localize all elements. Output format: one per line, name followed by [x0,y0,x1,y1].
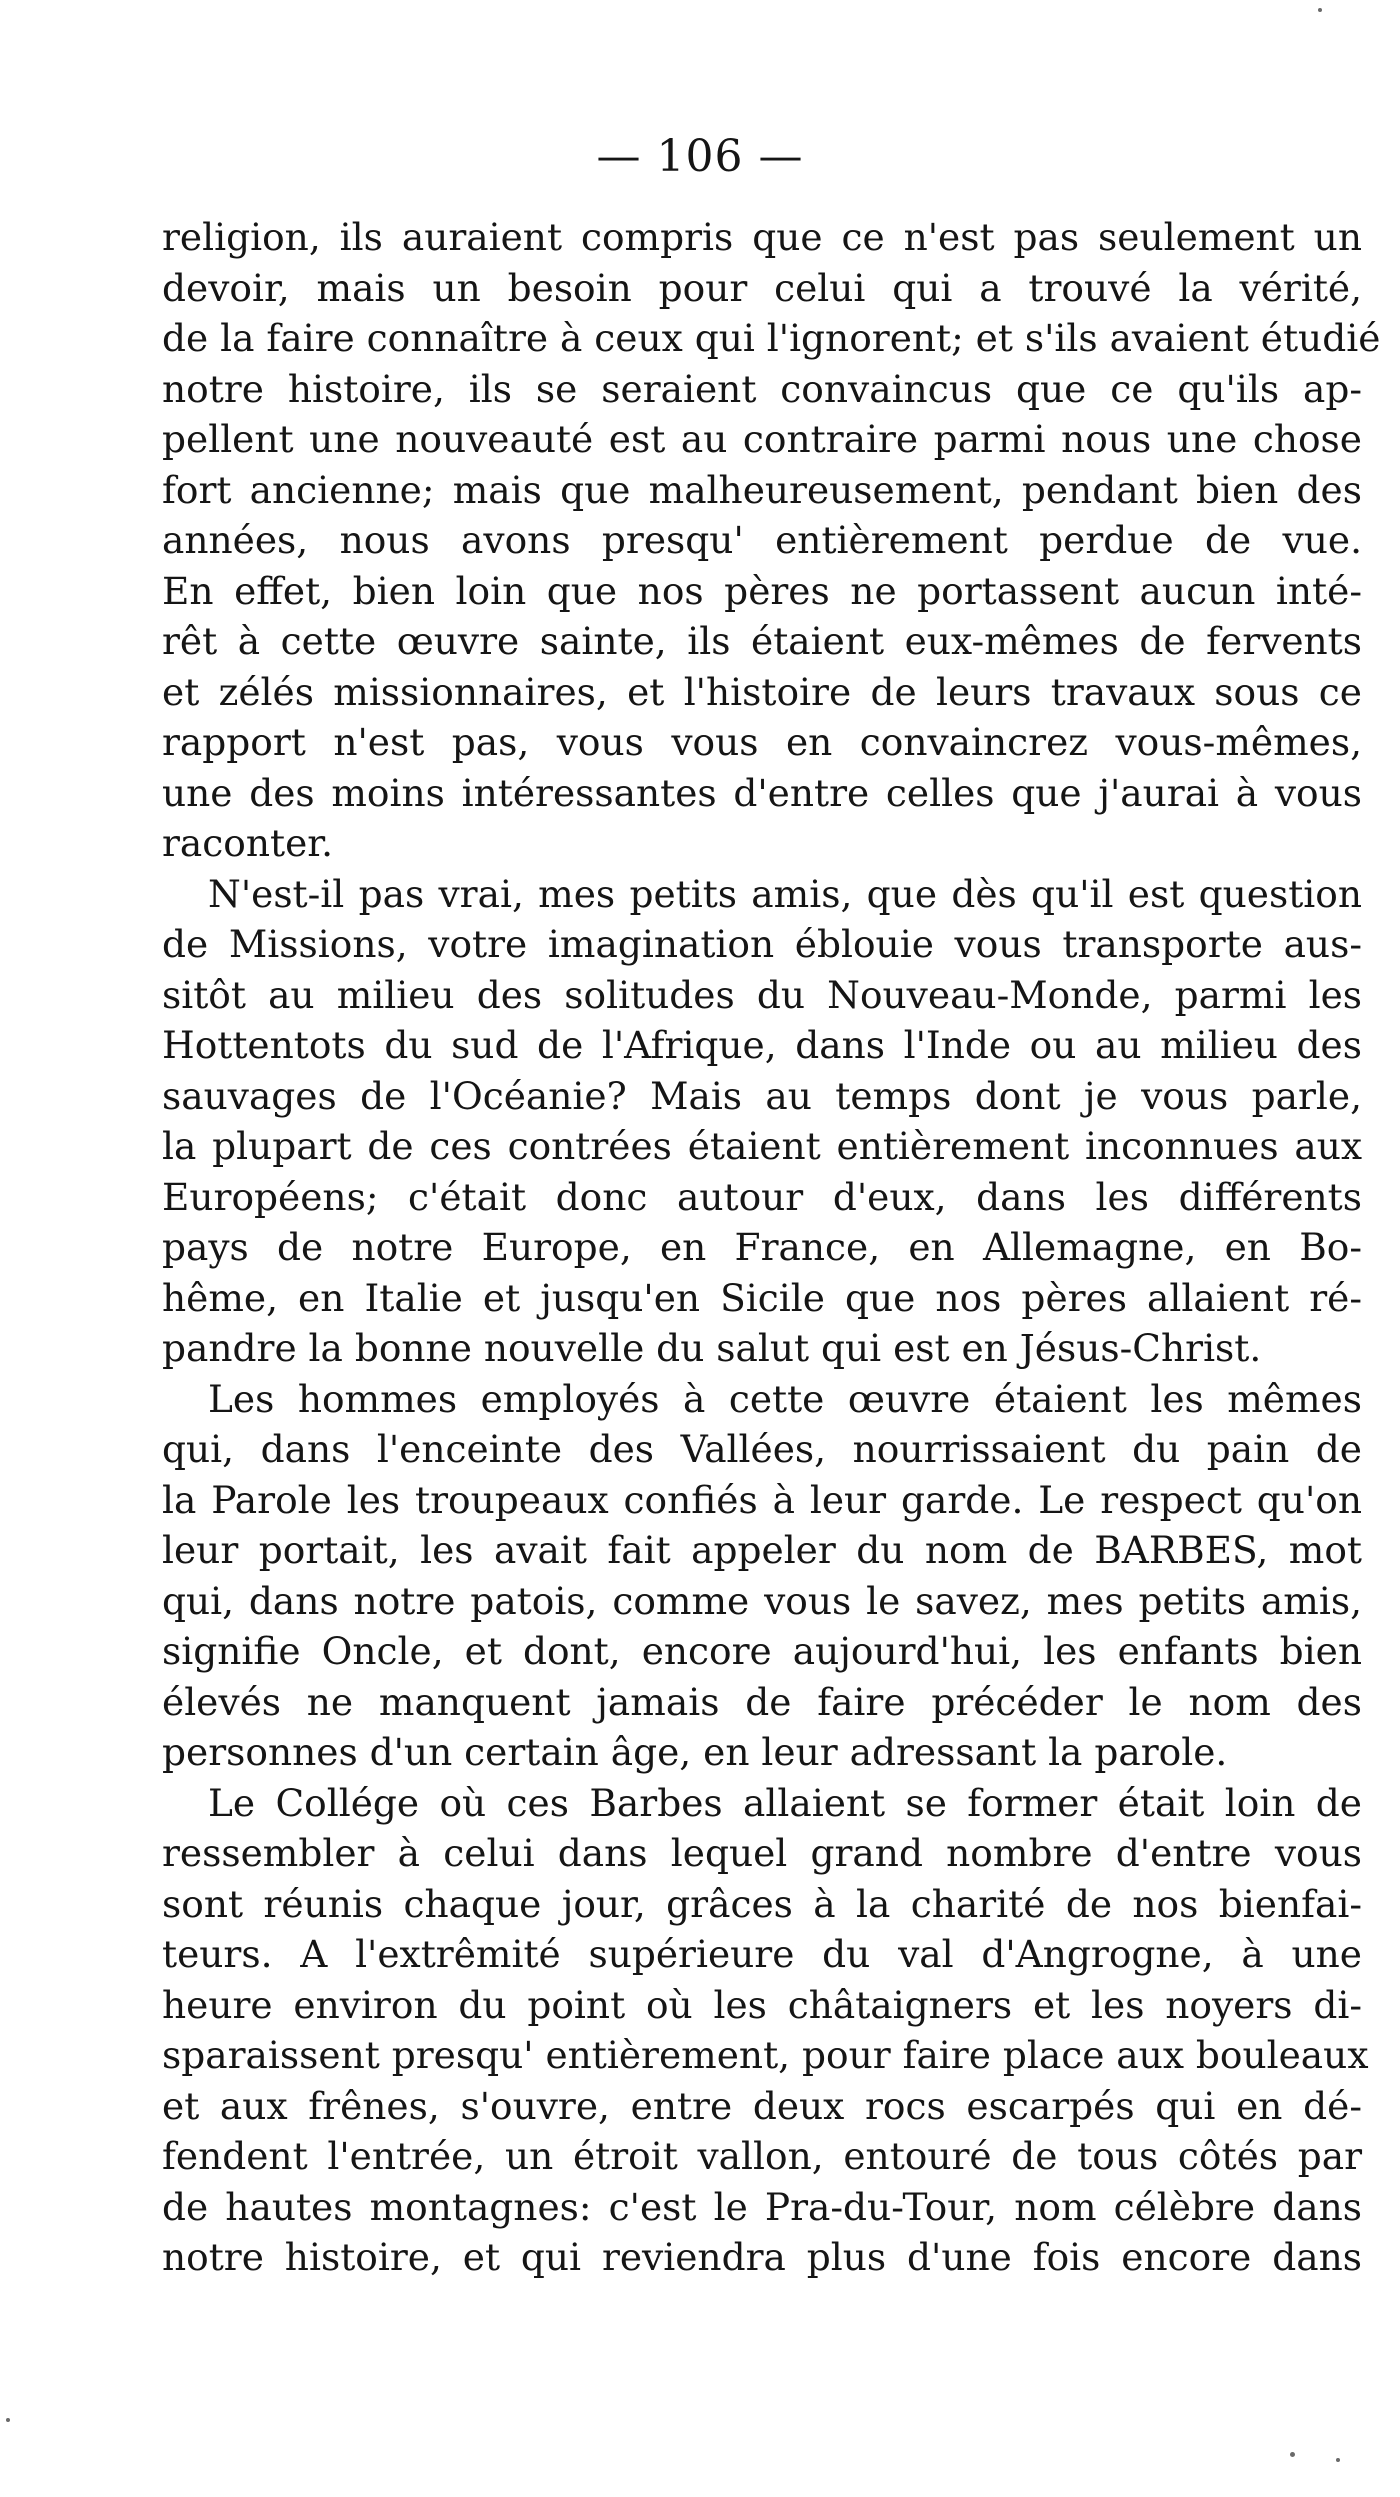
text-line: notre histoire, et qui reviendra plus d'une fois encore dans [162,2235,1362,2279]
scan-speck [6,2418,10,2422]
text-line: de la faire connaître à ceux qui l'ignorent; et s'ils avaient étudié [162,316,1381,360]
text-line: qui, dans notre patois, comme vous le savez, mes petits amis, [162,1578,1362,1623]
paragraph [162,1778,1369,2283]
text-line: heure environ du point où les châtaigners et les noyers di- [162,1982,1362,2027]
text-line: pays de notre Europe, en France, en Allemagne, en Bo- [162,1225,1362,1269]
text-line: sont réunis chaque jour, grâces à la charité de nos bienfai- [162,1881,1362,1926]
text-line: une des moins intéressantes d'entre celles que j'aurai à vous [162,770,1362,815]
scan-speck [1318,8,1322,12]
text-line: teurs. A l'extrêmité supérieure du val d'Angrogne, à une [162,1932,1362,1976]
text-line: En effet, bien loin que nos pères ne portassent aucun inté- [162,568,1362,613]
text-line: raconter. [162,821,334,865]
text-line: hême, en Italie et jusqu'en Sicile que nos pères allaient ré- [162,1275,1362,1320]
text-line: devoir, mais un besoin pour celui qui a trouvé la vérité, [162,265,1362,310]
page-number: — 106 — [596,131,804,182]
text-line: élevés ne manquent jamais de faire précéder le nom des [162,1679,1362,1724]
text-line: personnes d'un certain âge, en leur adressant la parole. [162,1730,1228,1774]
text-line: sitôt au milieu des solitudes du Nouveau-Monde, parmi les [162,972,1362,1017]
text-line: sparaissent presqu' entièrement, pour faire place aux bouleaux [162,2033,1369,2077]
paragraph [162,212,1381,869]
text-line: de Missions, votre imagination éblouie vous transporte aus- [162,922,1362,966]
text-line: N'est-il pas vrai, mes petits amis, que dès qu'il est question [208,871,1362,916]
text-line: la plupart de ces contrées étaient entièrement inconnues aux [162,1124,1362,1168]
text-line: pandre la bonne nouvelle du salut qui est en Jésus-Christ. [162,1326,1262,1370]
text-line: signifie Oncle, et dont, encore aujourd'hui, les enfants bien [162,1629,1362,1673]
paragraph [162,869,1362,1374]
text-line: ressembler à celui dans lequel grand nombre d'entre vous [162,1831,1362,1875]
text-line: fort ancienne; mais que malheureusement, pendant bien des [162,467,1362,512]
text-line: Hottentots du sud de l'Afrique, dans l'Inde ou au milieu des [162,1023,1362,1067]
text-line: leur portait, les avait fait appeler du nom de BARBES, mot [162,1528,1362,1572]
text-line: rapport n'est pas, vous vous en convaincrez vous-mêmes, [162,720,1362,764]
text-line: et aux frênes, s'ouvre, entre deux rocs escarpés qui en dé- [162,2083,1362,2128]
text-line: années, nous avons presqu' entièrement perdue de vue. [162,518,1362,562]
text-line: sauvages de l'Océanie? Mais au temps dont je vous parle, [162,1073,1362,1118]
text-line: et zélés missionnaires, et l'histoire de leurs travaux sous ce [162,669,1362,714]
text-line: notre histoire, ils se seraient convaincus que ce qu'ils ap- [162,366,1362,411]
text-line: religion, ils auraient compris que ce n'est pas seulement un [162,215,1362,259]
text-line: la Parole les troupeaux confiés à leur garde. Le respect qu'on [162,1477,1362,1522]
text-line: pellent une nouveauté est au contraire parmi nous une chose [162,417,1362,461]
text-line: Européens; c'était donc autour d'eux, dans les différents [162,1174,1362,1219]
paragraph [162,1374,1362,1778]
text-line: qui, dans l'enceinte des Vallées, nourrissaient du pain de [162,1427,1362,1471]
text-line: Les hommes employés à cette œuvre étaient les mêmes [208,1376,1362,1421]
scan-speck [1290,2452,1295,2457]
text-line: fendent l'entrée, un étroit vallon, entouré de tous côtés par [162,2134,1362,2178]
body-text [162,212,1381,2283]
text-line: Le Collége où ces Barbes allaient se former était loin de [208,1780,1362,1825]
text-line: de hautes montagnes: c'est le Pra-du-Tour, nom célèbre dans [162,2184,1362,2229]
scan-speck [1336,2458,1340,2462]
text-line: rêt à cette œuvre sainte, ils étaient eux-mêmes de fervents [162,619,1362,663]
